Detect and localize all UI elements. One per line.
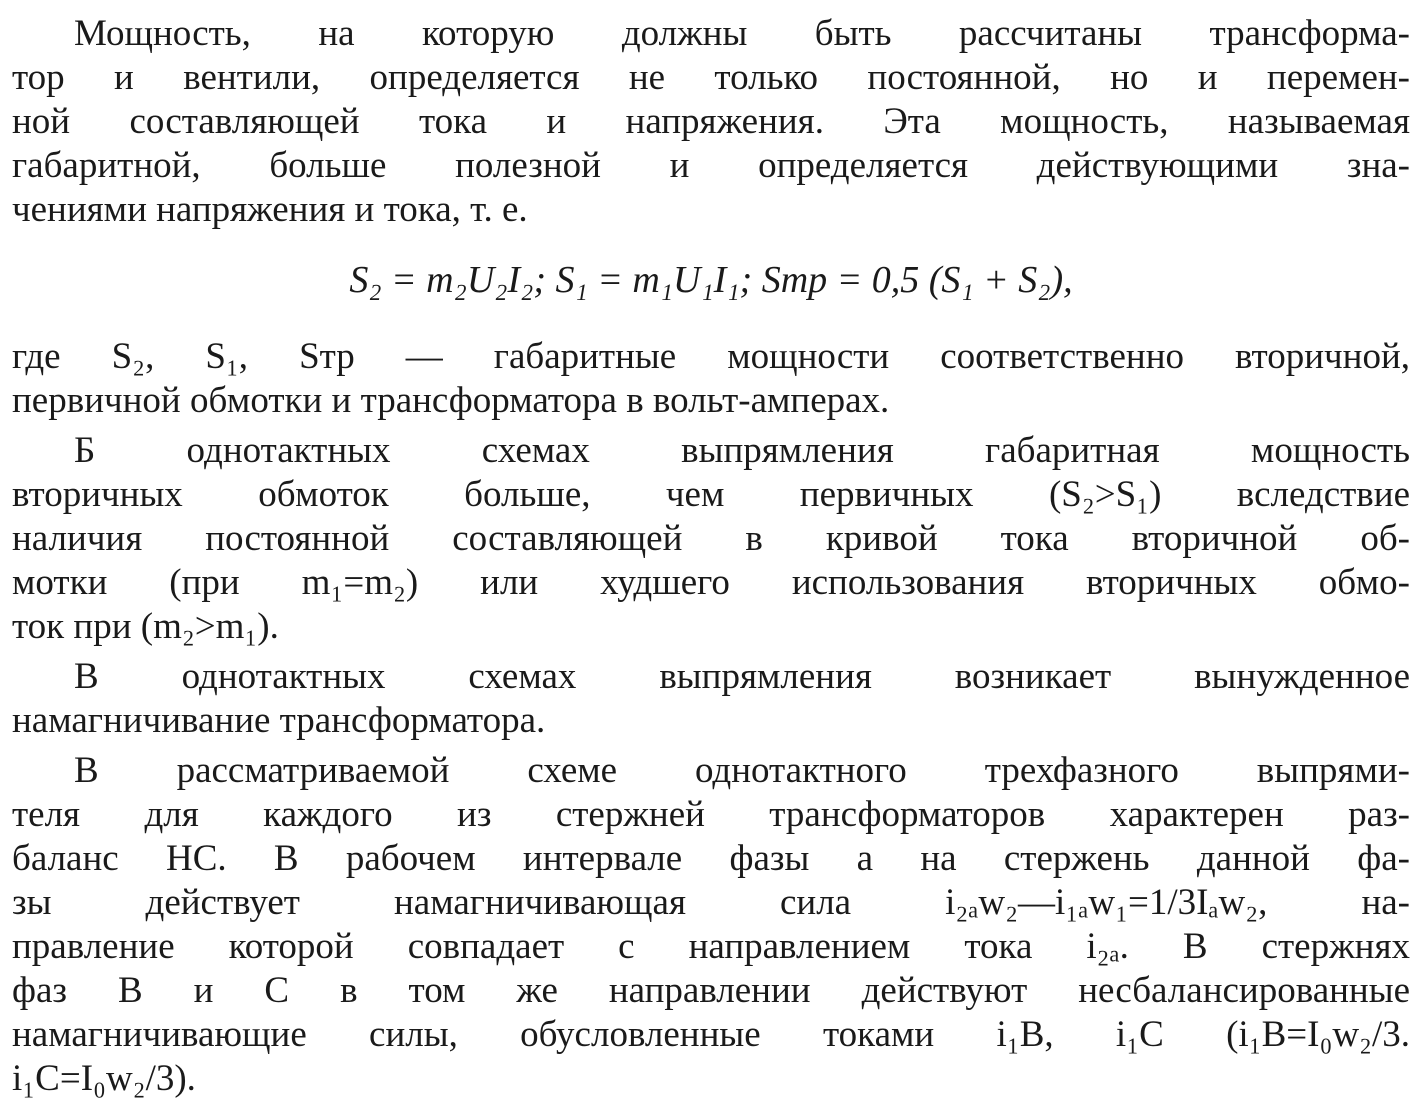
text-line: где S₂, S₁, Sтр — габаритные мощности соответственно вторичной, [12, 336, 1410, 377]
document-page [12, 0, 1410, 1101]
text-line: ной составляющей тока и напряжения. Эта мощность, называемая [12, 101, 1410, 142]
text-line: вторичных обмоток больше, чем первичных (S₂>S₁) вследствие [12, 474, 1410, 515]
text-line: зы действует намагничивающая сила i₂ₐw₂—i₁ₐw₁=1/3Iₐw₂, на- [12, 882, 1410, 923]
text-line: теля для каждого из стержней трансформаторов характерен раз- [12, 794, 1410, 835]
text-line: наличия постоянной составляющей в кривой тока вторичной об- [12, 518, 1410, 559]
paragraph-3 [12, 429, 1410, 649]
text-line: В рассматриваемой схеме однотактного трехфазного выпрями- [74, 750, 1410, 791]
text-line: правление которой совпадает с направлением тока i₂ₐ. В стержнях [12, 926, 1410, 967]
text-line: фаз B и C в том же направлении действуют несбалансированные [12, 970, 1410, 1011]
text-line: мотки (при m₁=m₂) или худшего использования вторичных обмо- [12, 562, 1410, 603]
paragraph-4 [12, 655, 1410, 743]
text-line: В однотактных схемах выпрямления возникает вынужденное [74, 656, 1410, 697]
text-line: Б однотактных схемах выпрямления габаритная мощность [74, 430, 1410, 471]
text-line: первичной обмотки и трансформатора в вольт-амперах. [12, 380, 890, 421]
text-line: намагничивание трансформатора. [12, 700, 546, 741]
paragraph-1 [12, 12, 1410, 232]
text-line: ток при (m₂>m₁). [12, 606, 279, 647]
text-line: Мощность, на которую должны быть рассчитаны трансформа- [74, 13, 1410, 54]
text-line: i₁C=I₀w₂/3). [12, 1058, 196, 1099]
formula: S₂ = m₂U₂I₂; S₁ = m₁U₁I₁; Sтр = 0,5 (S₁ + S₂), [349, 259, 1073, 301]
text-line: габаритной, больше полезной и определяется действующими зна- [12, 145, 1410, 186]
text-line: баланс НС. В рабочем интервале фазы a на стержень данной фа- [12, 838, 1410, 879]
paragraph-5 [12, 749, 1410, 1101]
text-line: чениями напряжения и тока, т. е. [12, 189, 528, 230]
paragraph-2 [12, 335, 1410, 423]
text-line: намагничивающие силы, обусловленные токами i₁B, i₁C (i₁B=I₀w₂/3. [12, 1014, 1410, 1055]
text-line: тор и вентили, определяется не только постоянной, но и перемен- [12, 57, 1410, 98]
